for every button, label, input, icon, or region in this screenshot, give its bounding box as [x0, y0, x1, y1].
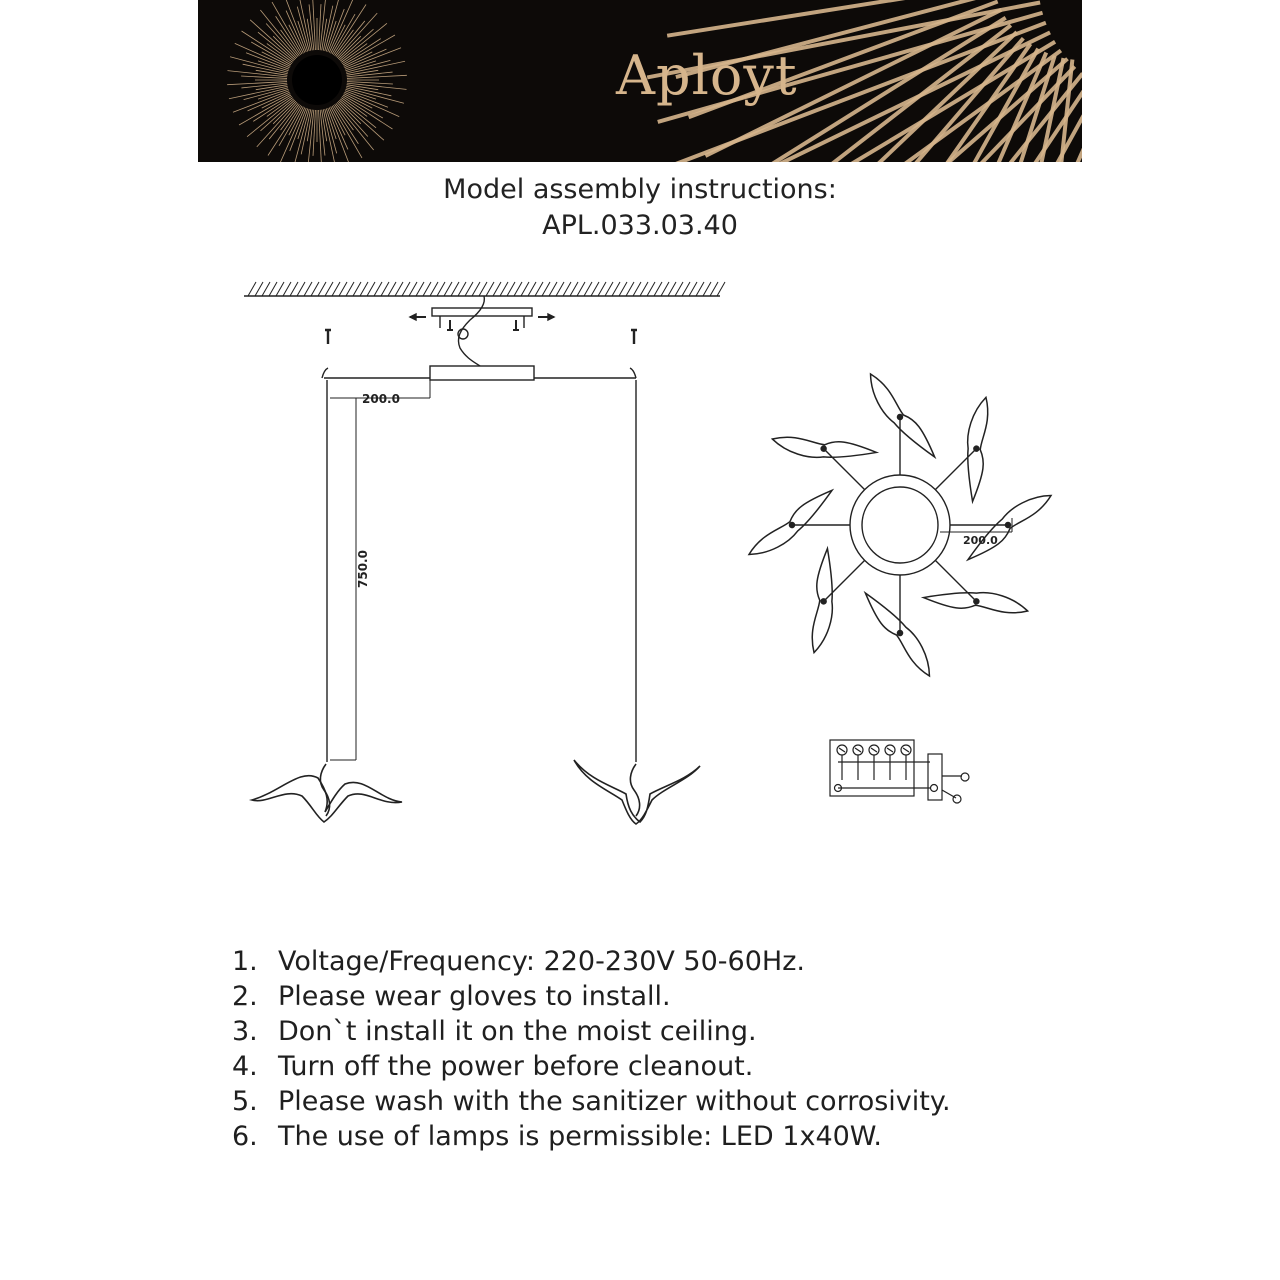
brand-banner [198, 0, 1082, 162]
screw-icon [325, 320, 637, 344]
instruction-item: 5. Please wash with the sanitizer without corrosivity. [232, 1086, 951, 1117]
dimension-label-radius: 200.0 [963, 534, 998, 547]
dimension-lines [330, 380, 430, 760]
model-number: APL.033.03.40 [542, 210, 738, 241]
suspension-cable [327, 380, 636, 762]
dimension-label-width: 200.0 [362, 392, 400, 406]
sun-logo-icon [227, 0, 407, 162]
dimension-label-height: 750.0 [356, 550, 370, 588]
assembly-drawing [0, 250, 1280, 890]
arrow-left-icon [410, 314, 426, 320]
top-view-layout [741, 366, 1059, 684]
instruction-item: 1. Voltage/Frequency: 220-230V 50-60Hz. [232, 946, 805, 977]
driver-box [322, 366, 636, 380]
instruction-item: 6. The use of lamps is permissible: LED 1x40W. [232, 1121, 882, 1152]
instruction-item: 3. Don`t install it on the moist ceiling. [232, 1016, 757, 1047]
instruction-item: 2. Please wear gloves to install. [232, 981, 671, 1012]
arrow-right-icon [538, 314, 554, 320]
instruction-list [232, 944, 951, 1154]
brand-logo: Aployt [616, 44, 798, 107]
bird-lamp-front-view [574, 760, 700, 824]
bird-lamp-side-view [252, 764, 402, 822]
wiring-diagram [830, 740, 969, 803]
instruction-item: 4. Turn off the power before cleanout. [232, 1051, 754, 1082]
ceiling-hatch [244, 282, 725, 296]
document-title: Model assembly instructions: [443, 174, 837, 205]
